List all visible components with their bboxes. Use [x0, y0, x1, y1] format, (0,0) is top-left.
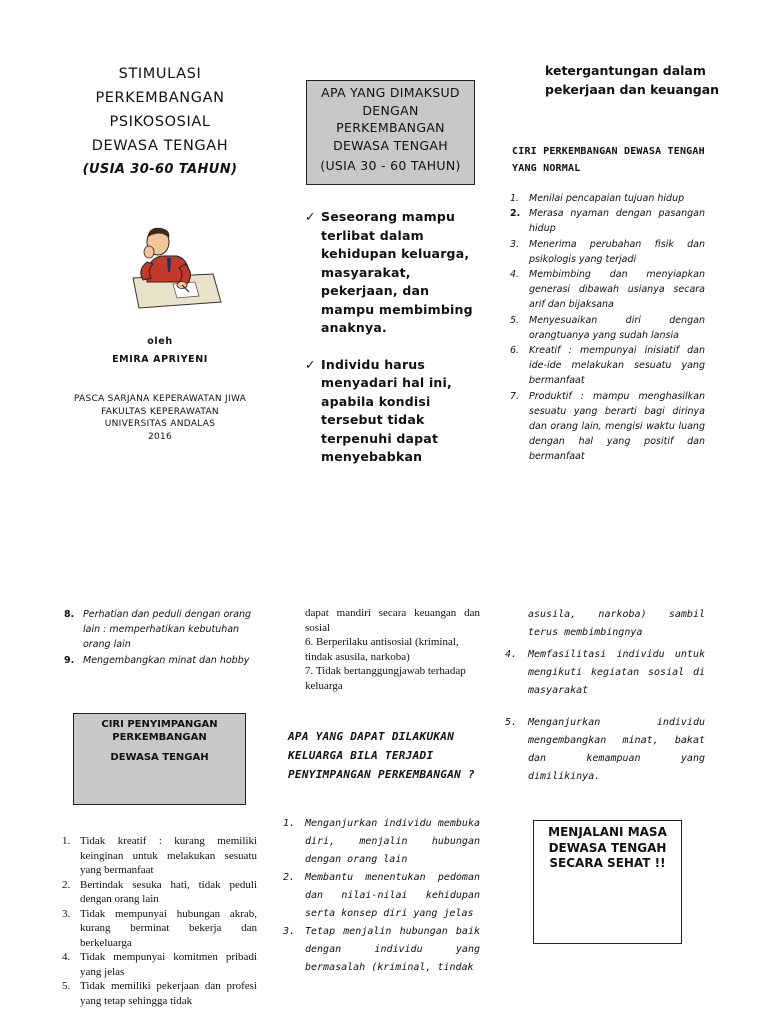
- definition-continuation: ketergantungan dalam pekerjaan dan keuangan: [545, 63, 720, 97]
- box-line: CIRI PENYIMPANGAN: [101, 719, 218, 730]
- box-line: APA YANG DIMAKSUD: [321, 85, 460, 100]
- box-line: DENGAN: [362, 102, 419, 118]
- family-list-tail: [505, 646, 705, 786]
- author-name: EMIRA APRIYENI: [112, 354, 208, 365]
- list-item: 3. Tetap menjalin hubungan baik dengan individu yang bermasalah (kriminal, tindak: [283, 926, 480, 973]
- definition-point: [305, 356, 475, 467]
- institution: [52, 393, 268, 443]
- definition-point: [305, 208, 475, 338]
- list-item: 1. Menilai pencapaian tujuan hidup: [510, 193, 685, 204]
- list-item: 4. Membimbing dan menyiapkan generasi dibawah usianya secara arif dan bijaksana: [510, 269, 705, 311]
- list-item: 1. Menganjurkan individu membuka diri, menjalin hubungan dengan orang lain: [283, 818, 480, 865]
- definition-points: [305, 208, 475, 485]
- deviation-list-continued: [305, 606, 480, 693]
- list-item: 5. Menyesuaikan diri dengan orangtuanya yang sudah lansia: [510, 314, 705, 341]
- cover-title: [60, 62, 260, 182]
- title-line: PERKEMBANGAN: [95, 90, 225, 106]
- box-line: DEWASA TENGAH: [110, 752, 209, 763]
- title-line: STIMULASI: [118, 66, 202, 82]
- point-text: Individu harus menyadari hal ini, apabila kondisi tersebut tidak terpenuhi dapat menyebabkan: [321, 356, 452, 464]
- deviation-list-tail: [305, 635, 480, 693]
- closing-box: MENJALANI MASA DEWASA TENGAH SECARA SEHAT !!: [533, 820, 682, 944]
- list-item: 2. Bertindak sesuka hati, tidak peduli dengan orang lain: [62, 878, 257, 905]
- family-list: [283, 815, 480, 977]
- byline: [60, 333, 260, 369]
- institution-line: 2016: [147, 431, 173, 442]
- list-item: 5. Tidak memiliki pekerjaan dan profesi yang tetap sehingga tidak: [62, 980, 257, 1007]
- list-item: 9. Mengembangkan minat dan hobby: [64, 654, 250, 666]
- item-continuation: asusila, narkoba) sambil terus membimbingnya: [528, 609, 705, 638]
- check-icon: ✓: [305, 209, 316, 224]
- institution-line: UNIVERSITAS ANDALAS: [104, 419, 216, 429]
- normal-list-continued: [64, 607, 256, 668]
- title-line: PSIKOSOSIAL: [109, 114, 211, 130]
- box-line: (USIA 30 - 60 TAHUN): [320, 158, 461, 173]
- box-line: DEWASA TENGAH: [333, 137, 448, 153]
- list-item: 4. Tidak mempunyai komitmen pribadi yang jelas: [62, 951, 257, 978]
- point-text: Seseorang mampu terlibat dalam kehidupan keluarga, masyarakat, pekerjaan, dan mampu membimbing anaknya.: [321, 209, 473, 335]
- list-item: 6. Berperilaku antisosial (kriminal, tindak asusila, narkoba): [305, 636, 459, 663]
- list-item: 3. Tidak mempunyai hubungan akrab, kurang berminat bekerja dan berkeluarga: [62, 907, 257, 949]
- thinking-man-illustration: [125, 222, 225, 314]
- by-label: oleh: [147, 336, 173, 347]
- definition-box: [306, 80, 475, 185]
- list-item: 7. Tidak bertanggungjawab terhadap keluarga: [305, 665, 466, 692]
- list-item: 5. Menganjurkan individu mengembangkan minat, bakat dan kemampuan yang dimilikinya.: [505, 717, 705, 782]
- normal-heading: CIRI PERKEMBANGAN DEWASA TENGAH YANG NORMAL: [512, 146, 705, 174]
- institution-line: PASCA SARJANA KEPERAWATAN JIWA: [73, 394, 247, 404]
- deviation-list: [62, 834, 257, 1008]
- box-line: PERKEMBANGAN: [336, 120, 445, 135]
- institution-line: FAKULTAS KEPERAWATAN: [101, 406, 219, 417]
- list-item: 2. Membantu menentukan pedoman dan nilai-nilai kehidupan serta konsep diri yang jelas: [283, 872, 480, 919]
- normal-list: [510, 191, 705, 465]
- list-item: 1. Tidak kreatif : kurang memiliki keinginan untuk melakukan sesuatu yang bermanfaat: [62, 835, 257, 876]
- list-item: 8. Perhatian dan peduli dengan orang lain : memperhatikan kebutuhan orang lain: [64, 609, 252, 651]
- cover-subtitle: (USIA 30-60 TAHUN): [82, 162, 238, 177]
- family-list-continued: [505, 606, 705, 786]
- check-icon: ✓: [305, 356, 316, 372]
- item-continuation: dapat mandiri secara keuangan dan sosial: [305, 607, 480, 634]
- list-item: 7. Produktif : mampu menghasilkan sesuatu yang berarti bagi dirinya dan orang lain, mengisi waktu luang dengan hal yang positif dan bermanfaat: [510, 390, 705, 463]
- family-heading: APA YANG DAPAT DILAKUKAN KELUARGA BILA TERJADI PENYIMPANGAN PERKEMBANGAN ?: [288, 730, 475, 781]
- list-item: 6. Kreatif : mempunyai inisiatif dan ide-ide melakukan sesuatu yang bermanfaat: [510, 345, 705, 387]
- title-line: DEWASA TENGAH: [91, 138, 229, 154]
- list-item: 2. Merasa nyaman dengan pasangan hidup: [510, 208, 705, 235]
- deviation-box: [73, 713, 246, 805]
- list-item: 4. Memfasilitasi individu untuk mengikuti kegiatan sosial di masyarakat: [505, 649, 705, 696]
- box-line: PERKEMBANGAN: [112, 732, 207, 743]
- list-item: 3. Menerima perubahan fisik dan psikologis yang terjadi: [510, 238, 705, 265]
